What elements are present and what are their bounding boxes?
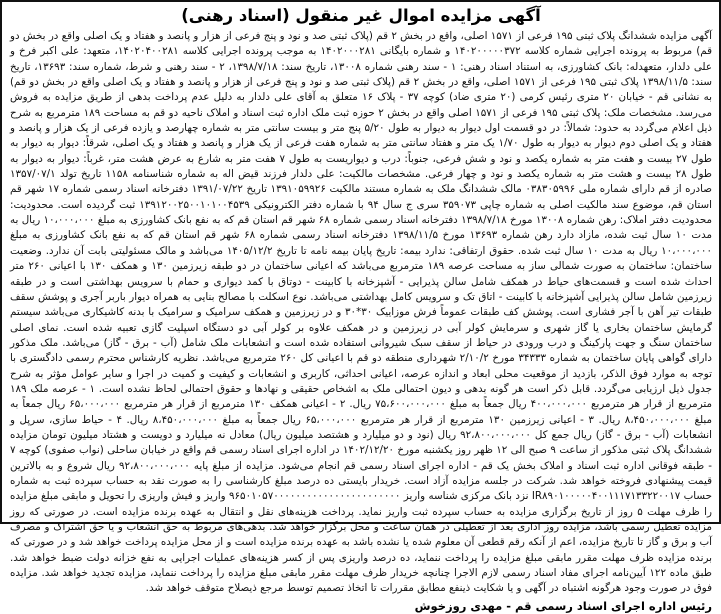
notice-body: آگهی مزایده ششدانگ پلاک ثبتی ۱۹۵ فرعی از ۱۵۷۱ اصلی، واقع در بخش ۲ قم (پلاک ثبتی صد و نود و پنج فرعی از هزار و پانصد و هفتاد و یک اصلی واقع در بخش دو قم) مربوط به پرونده اجرایی شماره کلاسه ۱۴۰۲۰۰۰۰۰۳۷۲ و شماره بایگانی ۱۴۰۲۰۰۰۲۸۱ به موجب پرونده اجرایی کلاسه ۱۴۰۲۰۴۰۰۲۸۱، متعهد: علی اکبر فرخ و علی دلدار، متعهدله: بانک کشاورزی، به استناد اسناد رهنی: ۱ - سند رهنی شماره ۱۳۰۰۸، تاریخ سند: ۱۳۹۸/۷/۱۸، ۲ - سند رهنی و شرط، شماره سند: ۱۳۶۹۳، تاریخ سند: ۱۳۹۸/۱۱/۵ پلاک ثبتی ۱۹۵ فرعی از ۱۵۷۱ اصلی، واقع در بخش ۲ قم (پلاک ثبتی صد و نود و پنج فرعی از هزار و پانصد و هفتاد و یک اصلی واقع در بخش دو قم) به نشانی قم - خیابان ۲۰ متری رئیس کرمی (۲۰ متری ضاد) کوچه ۳۷ - پلاک ۱۶ متعلق به آقای علی دلدار به دلیل عدم پرداخت بدهی از طریق مزایده به فروش می‌رسد. مشخصات ملک: پلاک ثبتی ۱۹۵ فرعی از ۱۵۷۱ اصلی واقع در بخش ۲ حوزه ثبت ملک اداره ثبت اسناد و املاک ناحیه دو قم به مساحت ۱۸۹ مترمربع به شرح ذیل اعلام می‌گردد به حدود: شمالاً: در دو قسمت اول دیوار به دیوار به طول ۵/۲۰ پنج متر و بیست سانتی متر به شماره چهارصد و یازده فرعی از یک هزار و پانصد و هفتاد و یک اصلی دوم دیوار به دیوار به طول ۱/۷۰ یک متر و هفتاد سانتی متر به شماره هفت فرعی از یک هزار و پانصد و هفتاد و یک اصلی، شرقاً: دیوار به دیوار به طول ۲۷ بیست و هفت متر به شماره یکصد و نود و شش فرعی، جنوباً: درب و دیواریست به طول ۷ هفت متر به شارع به عرض هشت متر، غرباً: دیوار به دیوار به طول ۲۸ بیست و هشت متر به شماره یکصد و نود و چهار فرعی. مشخصات مالکیت: علی دلدار فرزند قیض اله به شماره شناسنامه ۱۱۵۸ تاریخ تولد ۱۳۵۷/۰۷/۱ صادره از قم دارای شماره ملی ۰۳۸۳۰۵۹۹۶ مالک ششدانگ ملک به شماره مستند مالکیت ۱۳۹۱۰۵۹۹۲۶ تاریخ ۱۳۹۱/۰۷/۲۲ دفترخانه اسناد رسمی شماره ۱۷ شهر قم استان قم، موضوع سند مالکیت اصلی به شماره چاپی ۳۵۹۰۷۳ سری ج سال ۹۴ با شماره دفتر الکترونیکی ۱۳۹۱۲۰۰۲۵۰۰۱۰۱۰۰۴۵۳۹ ثبت گردیده است. محدودیت: محدودیت دفتر املاک: رهن شماره ۱۳۰۰۸ مورخ ۱۳۹۸/۷/۱۸ دفترخانه اسناد رسمی شماره ۶۸ شهر قم استان قم که به نفع بانک کشاورزی به مبلغ ۱۰،۰۰۰،۰۰۰ ریال به مدت ۱۰ سال ثبت شده، مازاد دارد رهن شماره ۱۳۶۹۳ مورخ ۱۳۹۸/۱۱/۵ دفترخانه اسناد رسمی شماره ۶۸ شهر قم استان قم که به نفع بانک کشاورزی به مبلغ ۱۰،۰۰۰،۰۰۰ ریال به مدت ۱۰ سال ثبت شده. حقوق ارتفاقی: ندارد بیمه: تاریخ پایان بیمه نامه تا تاریخ ۱۴۰۵/۱۲/۲ می‌باشد و مالک مسئولیتی بابت آن ندارد. وضعیت ساختمان: ساختمان به صورت شمالی ساز به مساحت عرصه ۱۸۹ مترمربع می‌باشد که اعیانی ساختمان در دو طبقه زیرزمین ۱۳۰ و همکف ۱۳۰ با اعیانی ۲۶۰ متر احداث شده است و قسمت‌های حیاط در همکف شامل سالن پذیرایی - آشپزخانه با کابینت - دوتاق با کمد دیواری و حمام با سرویس بهداشتی است و در طبقه زیرزمین شامل سالن پذیرایی آشپزخانه با کابینت - اتاق تک و سرویس کامل بهداشتی می‌باشد. نوع اسکلت با مصالح بنایی به همراه دیوار باربر آجری و پوشش سقف طبقات تیر آهن با آجر فشاری است. پوشش کف طبقات عموماً فرش موزاییک ۳۰*۳۰ و در زیرزمین و همکف سرامیک و سرامیک با بدنه کاشیکاری می‌باشد سیستم گرمایش ساختمان بخاری یا گاز شهری و سرمایش کولر آبی در زیرزمین و در همکف علاوه بر کولر آبی دو دستگاه اسپلیت گازی تعبیه شده است. نمای اصلی ساختمان سنگ و جهت پارکینگ و درب ورودی در حیاط از سقف سبک شیروانی استفاده شده است و انشعابات ملک شامل (آب - برق - گاز) می‌باشد. ملک مذکور دارای گواهی پایان ساختمان به شماره ۳۴۳۳۳ مورخ ۲/۱۰/۲ شهرداری منطقه دو قم با اعیانی کل ۲۶۰ مترمربع می‌باشد. نظریه کارشناس محترم رسمی دادگستری با توجه به موارد فوق الذکر، بازدید از موقعیت محلی ابعاد و اندازه عرصه، اعیانی احداثی، کاربری و انشعابات و کیفیت و کمیت در اجرا و سایر عوامل مؤثر به شرح جدول ذیل ارزیابی می‌گردد. قابل ذکر است هر گونه بدهی و دیون احتمالی ملک به اشخاص حقیقی و نهادها و حقوق احتمالی لحاظ نشده است. ۱ - عرصه ملک ۱۸۹ مترمربع از قرار هر مترمربع ۴۰۰،۰۰۰،۰۰۰ ریال جمعاً به مبلغ ۷۵،۶۰۰،۰۰۰،۰۰۰ ریال. ۲ - اعیانی همکف ۱۳۰ مترمربع از قرار هر مترمربع ۶۵،۰۰۰،۰۰۰ ریال جمعاً به مبلغ ۸،۴۵۰،۰۰۰،۰۰۰ ریال. ۳ - اعیانی زیرزمین ۱۳۰ مترمربع از قرار هر مترمربع ۶۵،۰۰۰،۰۰۰ ریال جمعاً به مبلغ ۸،۴۵۰،۰۰۰،۰۰۰ ریال. ۴ - حیاط سازی، سرپل و انشعابات (آب - برق - گاز) ریال جمع کل ۹۲،۸۰۰،۰۰۰،۰۰۰ ریال (نود و دو میلیارد و هشتصد میلیون ریال) معادل نه میلیارد و دویست و هشتاد میلیون تومان مزایده ششدانگ پلاک ثبتی مذکور از ساعت ۹ صبح الی ۱۲ ظهر روز یکشنبه مورخ ۱۴۰۲/۱۲/۲۰ در اداره اجرای اسناد رسمی قم واقع در خیابان ساحلی (نواب صفوی) کوچه ۷ - طبقه فوقانی اداره ثبت اسناد و املاک بخش یک قم - اداره اجرای اسناد رسمی قم انجام می‌شود. مزایده از مبلغ پایه ۹۲،۸۰۰،۰۰۰،۰۰۰ ریال شروع و به بالاترین قیمت پیشنهادی فروخته خواهد شد. شرکت در جلسه مزایده آزاد است. خریدار بایستی ده درصد مبلغ کارشناسی را به صورت نقد به حساب سپرده ثبت به شماره حساب IR۸۹۰۱۰۰۰۰۰۴۰۰۱۱۱۷۱۳۳۲۲۰۰۱۷ نزد بانک مرکزی شناسه واریز ۹۶۵۰۱۰۵۷۰۰۰۰۰۰۰۰۰۰۰۰۰۰۰۰۰۰۰۰۰۰۰ واریز و فیش واریزی را تحویل و مابقی مبلغ مزایده را ظرف مهلت ۵ روز از تاریخ برگزاری مزایده به حساب سپرده ثبت واریز نماید. پرداخت هزینه‌های نقل و انتقال به عهده برنده مزایده است. در صورتی که روز مزایده تعطیل رسمی باشد، مزایده روز اداری بعد از تعطیلی در همان ساعت و محل برگزار خواهد شد. بدهی‌های مربوط به حق انشعاب و یا حق اشتراک و مصرف آب و برق و گاز تا تاریخ مزایده، اعم از آنکه رقم قطعی آن معلوم شده یا نشده باشد به عهده برنده مزایده است و از محل مزایده پرداخت خواهد شد و در صورتی که برنده مزایده ظرف مهلت مقرر مابقی مبلغ مزایده را پرداخت ننماید، ده درصد واریزی پس از کسر هزینه‌های عملیات اجرایی به نفع خزانه دولت ضبط خواهد شد. طبق ماده ۱۲۲ آیین‌نامه اجرای مفاد اسناد رسمی لازم الاجرا چنانچه خریدار ظرف مهلت مقرر مابقی مبلغ مزایده را پرداخت ننماید، مزایده تجدید خواهد شد. مزایده فوق در صورت وجود هرگونه اشتباه در آگهی و یا شکایت ذینفع مطابق مقررات تا اتخاذ تصمیم توسط مرجع ذیصلاح متوقف خواهد شد.: [10, 30, 713, 595]
notice-title: آگهی مزایده اموال غیر منقول (اسناد رهنی): [181, 6, 541, 25]
notice-signature: رئیس اداره اجرای اسناد رسمی قم - مهدی روزخوش: [414, 598, 712, 613]
